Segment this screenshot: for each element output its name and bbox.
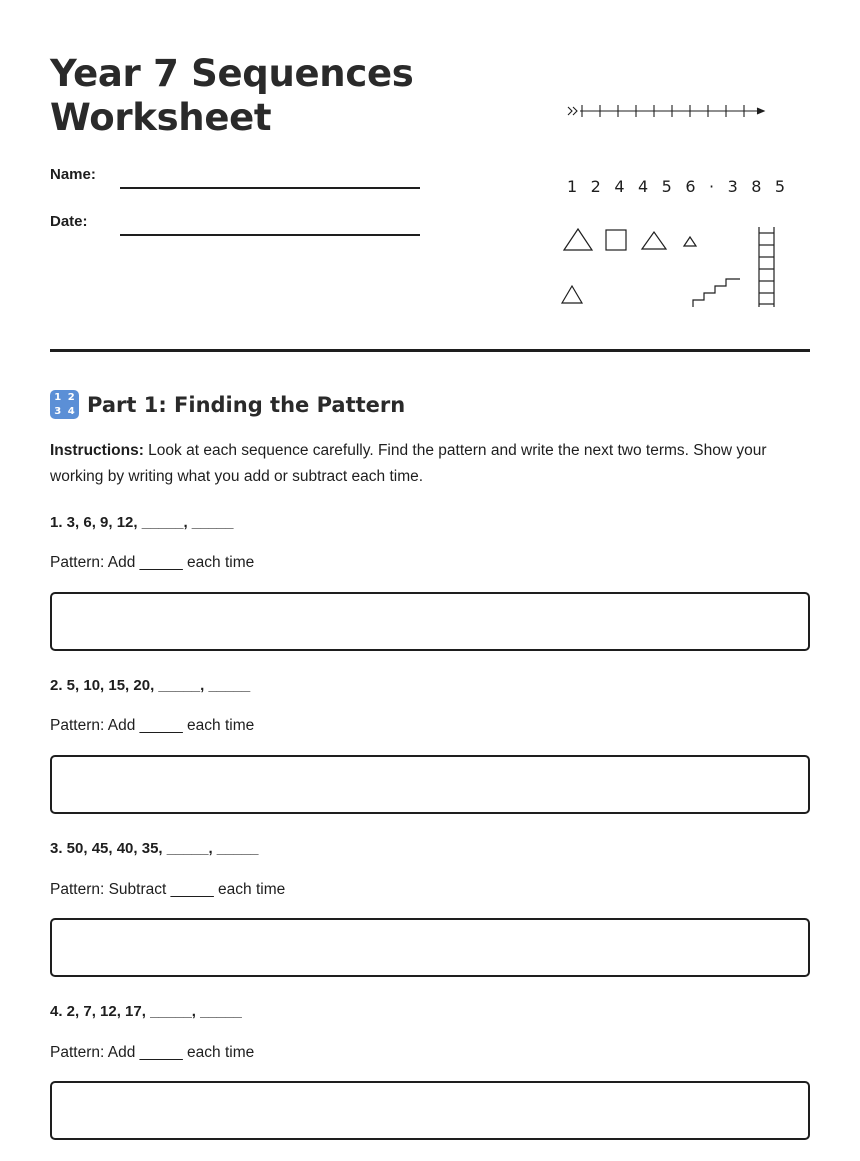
ladder-icon — [759, 227, 774, 307]
date-label: Date: — [50, 213, 88, 230]
worksheet-title — [50, 52, 413, 140]
instructions-label: Instructions: — [50, 442, 144, 459]
pattern-2: Pattern: Add _____ each time — [50, 717, 255, 734]
name-label: Name: — [50, 166, 96, 183]
question-4: 4. 2, 7, 12, 17, _____, _____ — [50, 1003, 242, 1020]
pattern-3: Pattern: Subtract _____ each time — [50, 881, 286, 898]
square-icon — [606, 230, 626, 250]
pattern-1: Pattern: Add _____ each time — [50, 554, 255, 571]
number-line-icon — [568, 105, 764, 117]
title-line-1: Year 7 Sequences — [50, 52, 414, 95]
staircase-icon — [693, 279, 740, 307]
numbers-emoji-icon: 1 2 3 4 — [50, 390, 79, 419]
triangle-icon — [642, 232, 666, 249]
date-field[interactable] — [120, 234, 420, 236]
pattern-4: Pattern: Add _____ each time — [50, 1044, 255, 1061]
question-3: 3. 50, 45, 40, 35, _____, _____ — [50, 840, 259, 857]
part1-heading — [50, 390, 405, 419]
header-divider — [50, 349, 810, 352]
answer-box-1[interactable] — [50, 592, 810, 651]
number-row: 1 2 4 4 5 6 · 3 8 5 — [567, 177, 790, 196]
instructions — [50, 438, 810, 490]
answer-box-4[interactable] — [50, 1081, 810, 1140]
title-line-2: Worksheet — [50, 96, 272, 139]
sequence-illustration — [555, 95, 795, 315]
question-1: 1. 3, 6, 9, 12, _____, _____ — [50, 514, 234, 531]
question-2: 2. 5, 10, 15, 20, _____, _____ — [50, 677, 251, 694]
name-field[interactable] — [120, 187, 420, 189]
triangle-icon — [564, 229, 592, 250]
answer-box-2[interactable] — [50, 755, 810, 814]
answer-box-3[interactable] — [50, 918, 810, 977]
instructions-text: Look at each sequence carefully. Find the pattern and write the next two terms. Show your working by writing what you add or subtract each time. — [50, 442, 767, 485]
triangle-icon — [562, 286, 582, 303]
small-triangle-icon — [684, 237, 696, 246]
part1-title: Part 1: Finding the Pattern — [87, 392, 406, 417]
